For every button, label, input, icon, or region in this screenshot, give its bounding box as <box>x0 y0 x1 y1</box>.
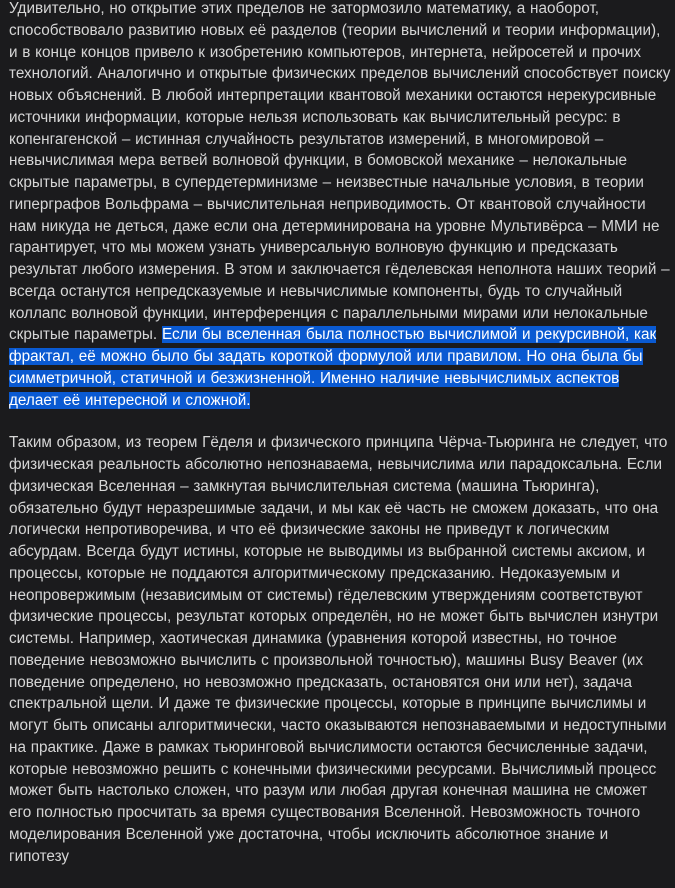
selected-text[interactable]: Если бы вселенная была полностью вычислимой и рекурсивной, как фрактал, её можно было бы задать короткой формулой или правилом. Но она была бы симметричной, статичной и безжизненной. Именно наличие невычислимых аспектов делает её интересной и сложной. <box>9 326 657 409</box>
paragraph-1 <box>9 0 671 411</box>
paragraph-2-text: Таким образом, из теорем Гёделя и физического принципа Чёрча-Тьюринга не следует, что физическая реальность абсолютно непознаваема, невычислима или парадоксальна. Если физическая Вселенная – замкнутая вычислительная система (машина Тьюринга), обязательно будут неразрешимые задачи, и мы как её часть не сможем доказать, что она логически непротиворечива, и что её физические законы не приведут к логическим абсурдам. Всегда будут истины, которые не выводимы из выбранной системы аксиом, и процессы, которые не поддаются алгоритмическому предсказанию. Недоказуемым и неопровержимым (независимым от системы) гёделевским утверждениям соответствуют физические процессы, результат которых определён, но не может быть вычислен изнутри системы. Например, хаотическая динамика (уравнения которой известны, но точное поведение невозможно вычислить с произвольной точностью), машины Busy Beaver (их поведение определено, но невозможно предсказать, остановятся они или нет), задача спектральной щели. И даже те физические процессы, которые в принципе вычислимы и могут быть описаны алгоритмически, часто оказываются непознаваемыми и недоступными на практике. Даже в рамках тьюринговой вычислимости остаются бесчисленные задачи, которые невозможно решить с конечными физическими ресурсами. Вычислимый процесс может быть настолько сложен, что разум или любая другая конечная машина не сможет его полностью просчитать за время существования Вселенной. Невозможность точного моделирования Вселенной уже достаточна, чтобы исключить абсолютное знание и гипотезу <box>9 434 668 865</box>
article-body <box>9 0 671 888</box>
paragraph-1-text: Удивительно, но открытие этих пределов не затормозило математику, а наоборот, способствовало развитию новых её разделов (теории вычислений и теории информации), и в конце концов привело к изобретению компьютеров, интернета, нейросетей и прочих технологий. Аналогично и открытые физических пределов вычислений способствует поиску новых объяснений. В любой интерпретации квантовой механики остаются нерекурсивные источники информации, которые нельзя использовать как вычислительный ресурс: в копенгагенской – истинная случайность результатов измерений, в многомировой – невычислимая мера ветвей волновой функции, в бомовской механике – нелокальные скрытые параметры, в супердетерминизме – неизвестные начальные условия, в теории гиперграфов Вольфрама – вычислительная неприводимость. От квантовой случайности нам никуда не деться, даже если она детерминирована на уровне Мультивёрса – ММИ не гарантирует, что мы можем узнать универсальную волновую функцию и предсказать результат любого измерения. В этом и заключается гёделевская неполнота наших теорий – всегда останутся непредсказуемые и невычислимые компоненты, будь то случайный коллапс волновой функции, интерференция с параллельными мирами или нелокальные скрытые параметры. <box>9 0 671 344</box>
paragraph-2 <box>9 432 671 867</box>
